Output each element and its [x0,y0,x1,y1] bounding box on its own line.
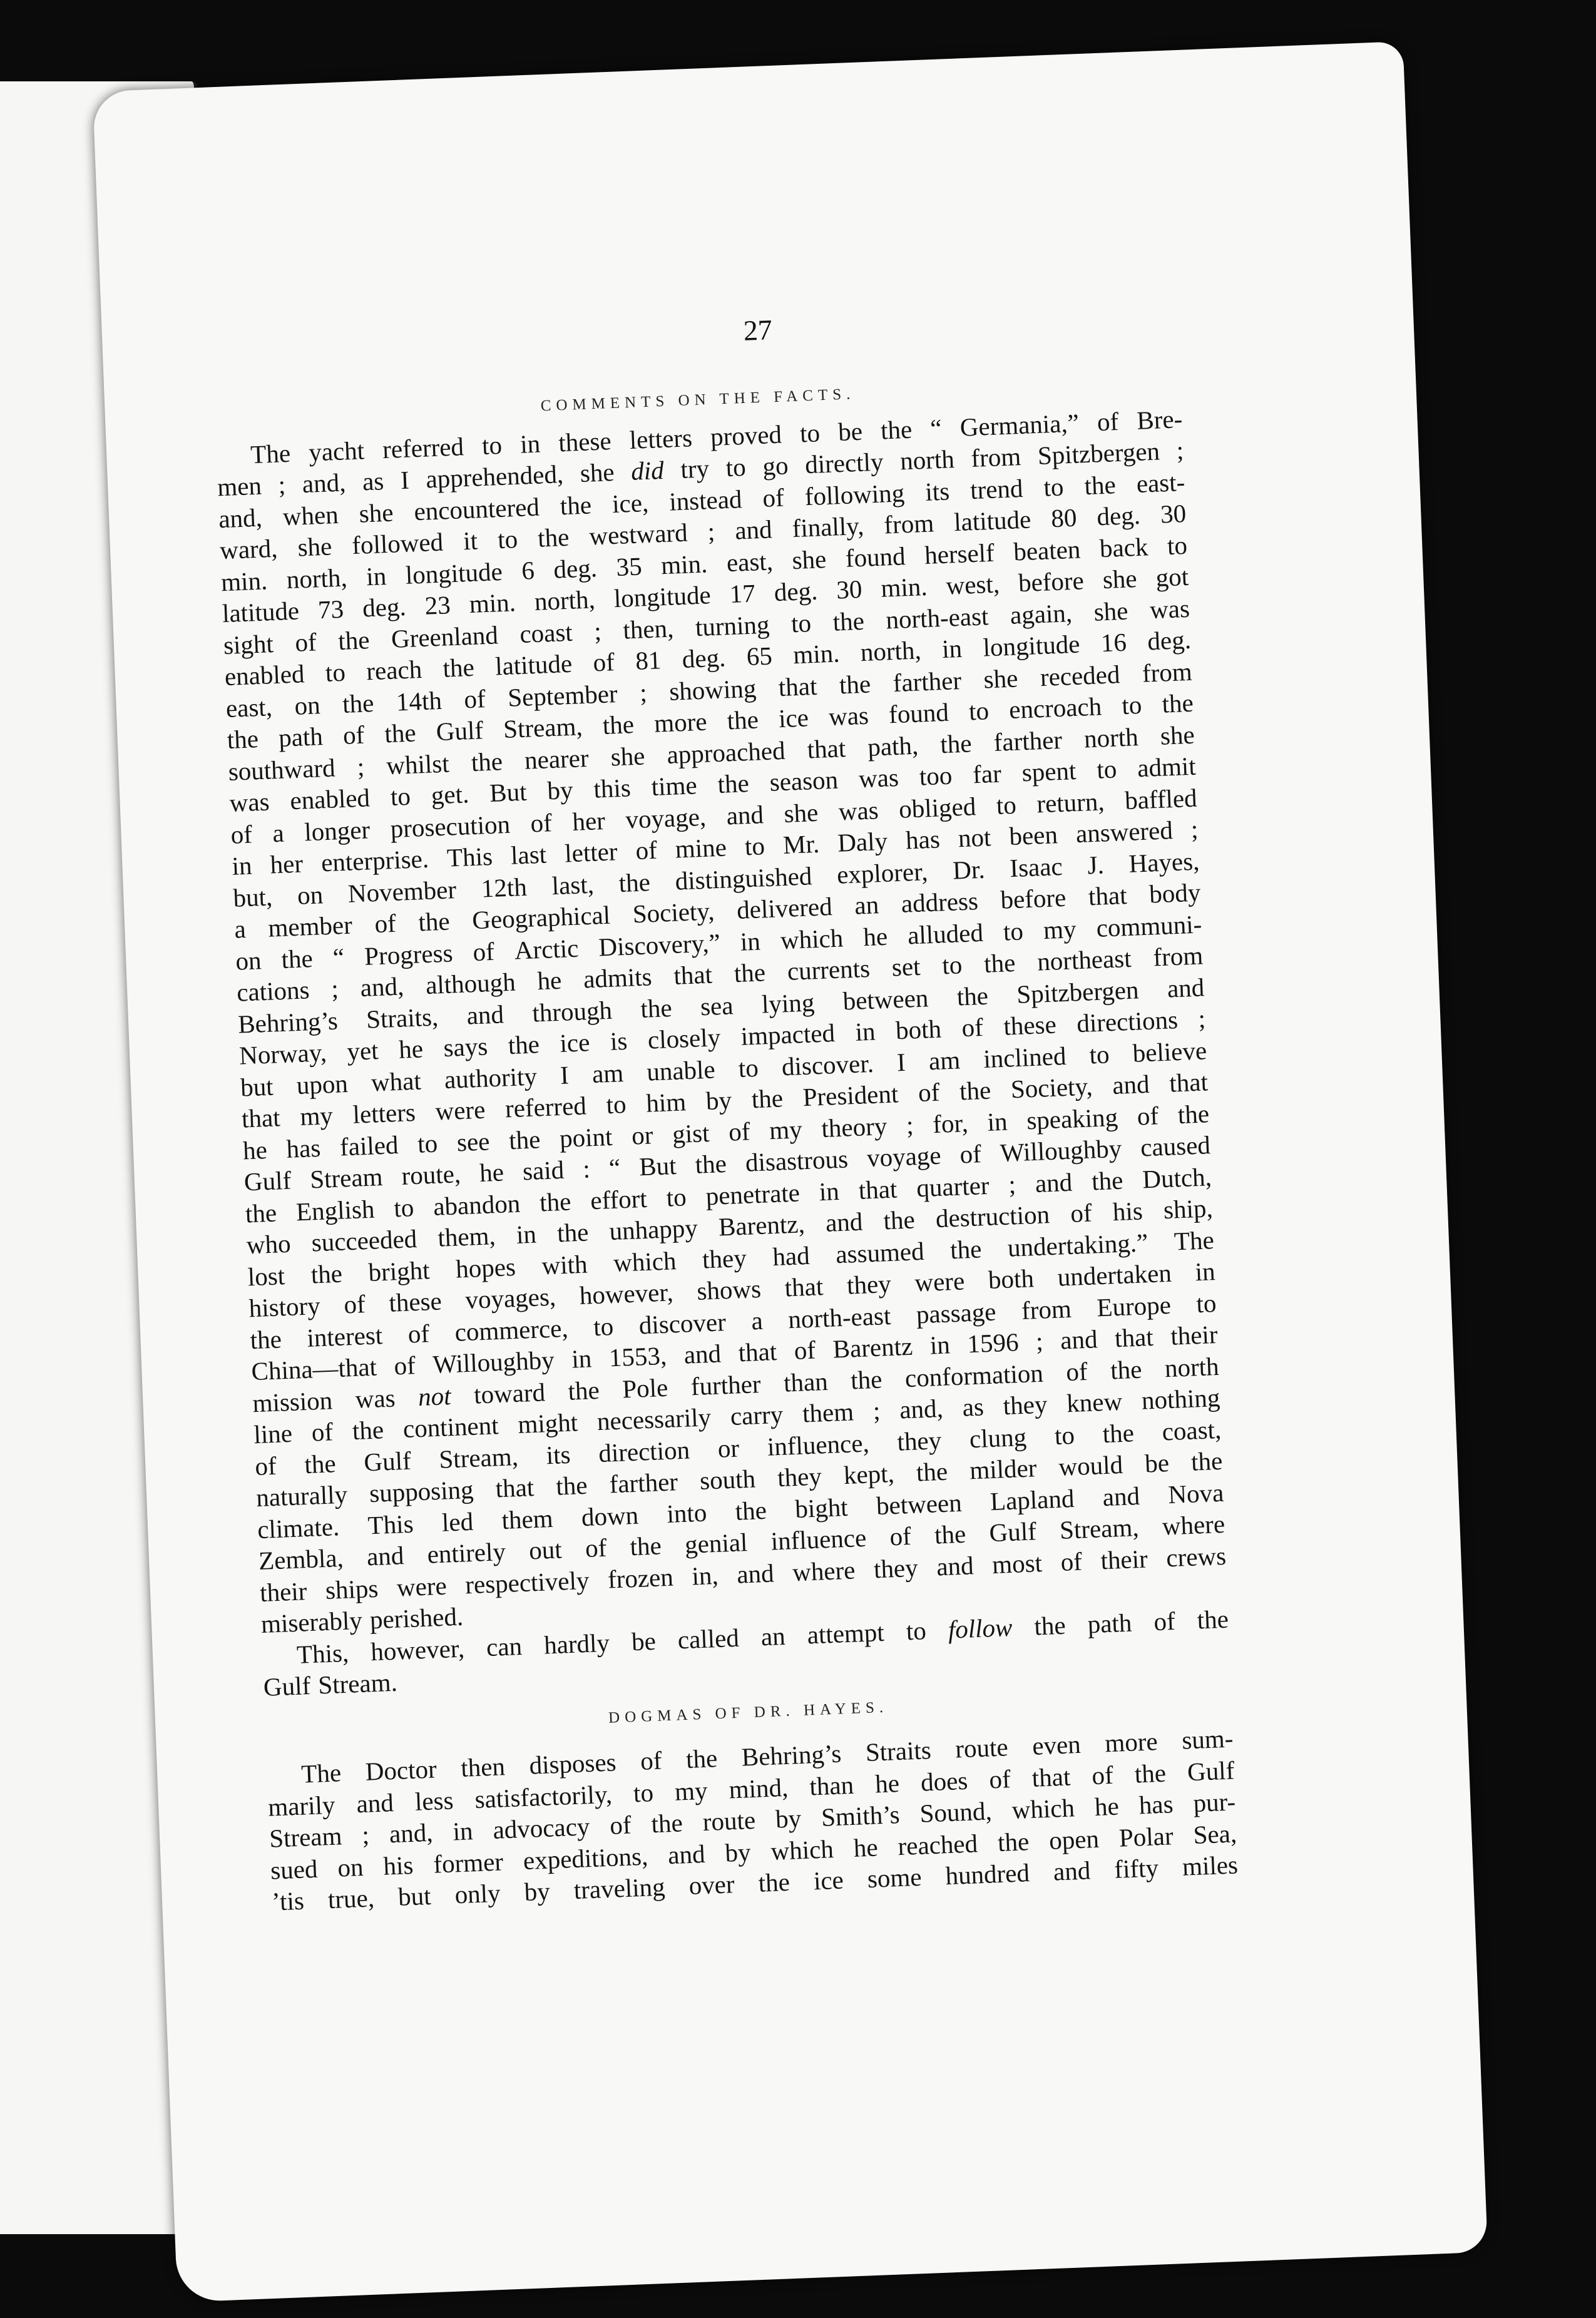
text-line: that my letters were referred to him by the President of the Society, and that [241,1067,1209,1133]
text-line: cations ; and, although he admits that the currents set to the northeast from [236,941,1204,1007]
text-line: China—that of Willoughby in 1553, and that of Barentz in 1596 ; and that their [250,1319,1219,1386]
text-line: climate. This led them down into the bight between Lapland and Nova [257,1478,1225,1544]
text-line: of a longer prosecution of her voyage, and she was obliged to return, baffled [230,783,1198,849]
text-line: enabled to reach the latitude of 81 deg. 65 min. north, in longitude 16 deg. [224,625,1192,692]
text-line: of the Gulf Stream, its direction or influence, they clung to the coast, [254,1414,1222,1481]
section-heading-comments: COMMENTS ON THE FACTS. [540,385,856,415]
text-line: men ; and, as I apprehended, she did try to go directly north from Spitzbergen ; [217,436,1184,502]
text-line: line of the continent might necessarily carry them ; and, as they knew nothing [253,1382,1221,1449]
text-line: The yacht referred to in these letters proved to be the “ Germania,” of Bre- [250,404,1184,469]
text-line: the English to abandon the effort to penetrate in that quarter ; and the Dutch, [245,1162,1212,1228]
text-line: southward ; whilst the nearer she approached that path, the farther north she [227,720,1195,786]
book-page [93,41,1488,2302]
text-line: was enabled to get. But by this time the season was too far spent to admit [228,751,1197,817]
text-line: Stream ; and, in advocacy of the route by Smith’s Sound, which he has pur- [269,1787,1236,1853]
text-line: he has failed to see the point or gist of my theory ; for, in speaking of the [242,1098,1210,1165]
text-line: latitude 73 deg. 23 min. north, longitude 17 deg. 30 min. west, before she got [222,561,1189,628]
text-line: the interest of commerce, to discover a north-east passage from Europe to [249,1288,1217,1354]
text-line: but upon what authority I am unable to discover. I am inclined to believe [240,1035,1207,1102]
text-line: Norway, yet he says the ice is closely impacted in both of these directions ; [238,1004,1206,1070]
text-line: min. north, in longitude 6 deg. 35 min. east, she found herself beaten back to [220,530,1188,596]
text-line: ward, she followed it to the westward ; and finally, from latitude 80 deg. 30 [219,498,1187,565]
text-line: who succeeded them, in the unhappy Barentz, and the destruction of his ship, [245,1193,1214,1260]
paragraph [215,403,1228,1640]
text-line: east, on the 14th of September ; showing that the farther she receded from [225,656,1193,723]
text-line: This, however, can hardly be called an attempt to follow the path of the [296,1604,1229,1669]
section-heading-dogmas: DOGMAS OF DR. HAYES. [608,1698,889,1727]
text-line: The Doctor then disposes of the Behring’s Straits route even more sum- [300,1723,1234,1789]
text-line: but, on November 12th last, the distinguished explorer, Dr. Isaac J. Hayes, [232,846,1200,912]
text-line: mission was not toward the Pole further than the conformation of the north [252,1351,1220,1417]
text-line: the path of the Gulf Stream, the more the ice was found to encroach to the [226,688,1194,755]
text-line: naturally supposing that the farther south they kept, the milder would be the [255,1446,1224,1513]
text-line: lost the bright hopes with which they had assumed the undertaking.” The [247,1225,1215,1291]
text-line: Zembla, and entirely out of the genial influence of the Gulf Stream, where [258,1509,1225,1576]
text-line: sued on his former expeditions, and by which he reached the open Polar Sea, [270,1818,1237,1885]
text-line: miserably perished. [260,1601,464,1638]
text-line: a member of the Geographical Society, delivered an address before that body [233,877,1202,944]
text-line: sight of the Greenland coast ; then, turning to the north-east again, she was [223,593,1190,660]
text-line: in her enterprise. This last letter of mine to Mr. Daly has not been answered ; [231,814,1199,881]
page-number: 27 [742,314,773,347]
text-line: history of these voyages, however, shows that they were both undertaken in [248,1257,1216,1323]
text-line: on the “ Progress of Arctic Discovery,” in which he alluded to my communi- [235,909,1202,976]
text-line: marily and less satisfactorily, to my mind, than he does of that of the Gulf [267,1755,1235,1822]
text-line: their ships were respectively frozen in, and where they and most of their crews [259,1541,1227,1607]
text-line: Behring’s Straits, and through the sea lying between the Spitzbergen and [237,972,1205,1039]
text-line: Gulf Stream route, he said : “ But the disastrous voyage of Willoughby caused [243,1130,1211,1197]
text-line: and, when she encountered the ice, instead of following its trend to the east- [218,467,1185,533]
text-line: ’tis true, but only by traveling over the ice some hundred and fifty miles [271,1850,1239,1916]
page-text [214,366,1239,1917]
text-line: Gulf Stream. [263,1667,398,1702]
